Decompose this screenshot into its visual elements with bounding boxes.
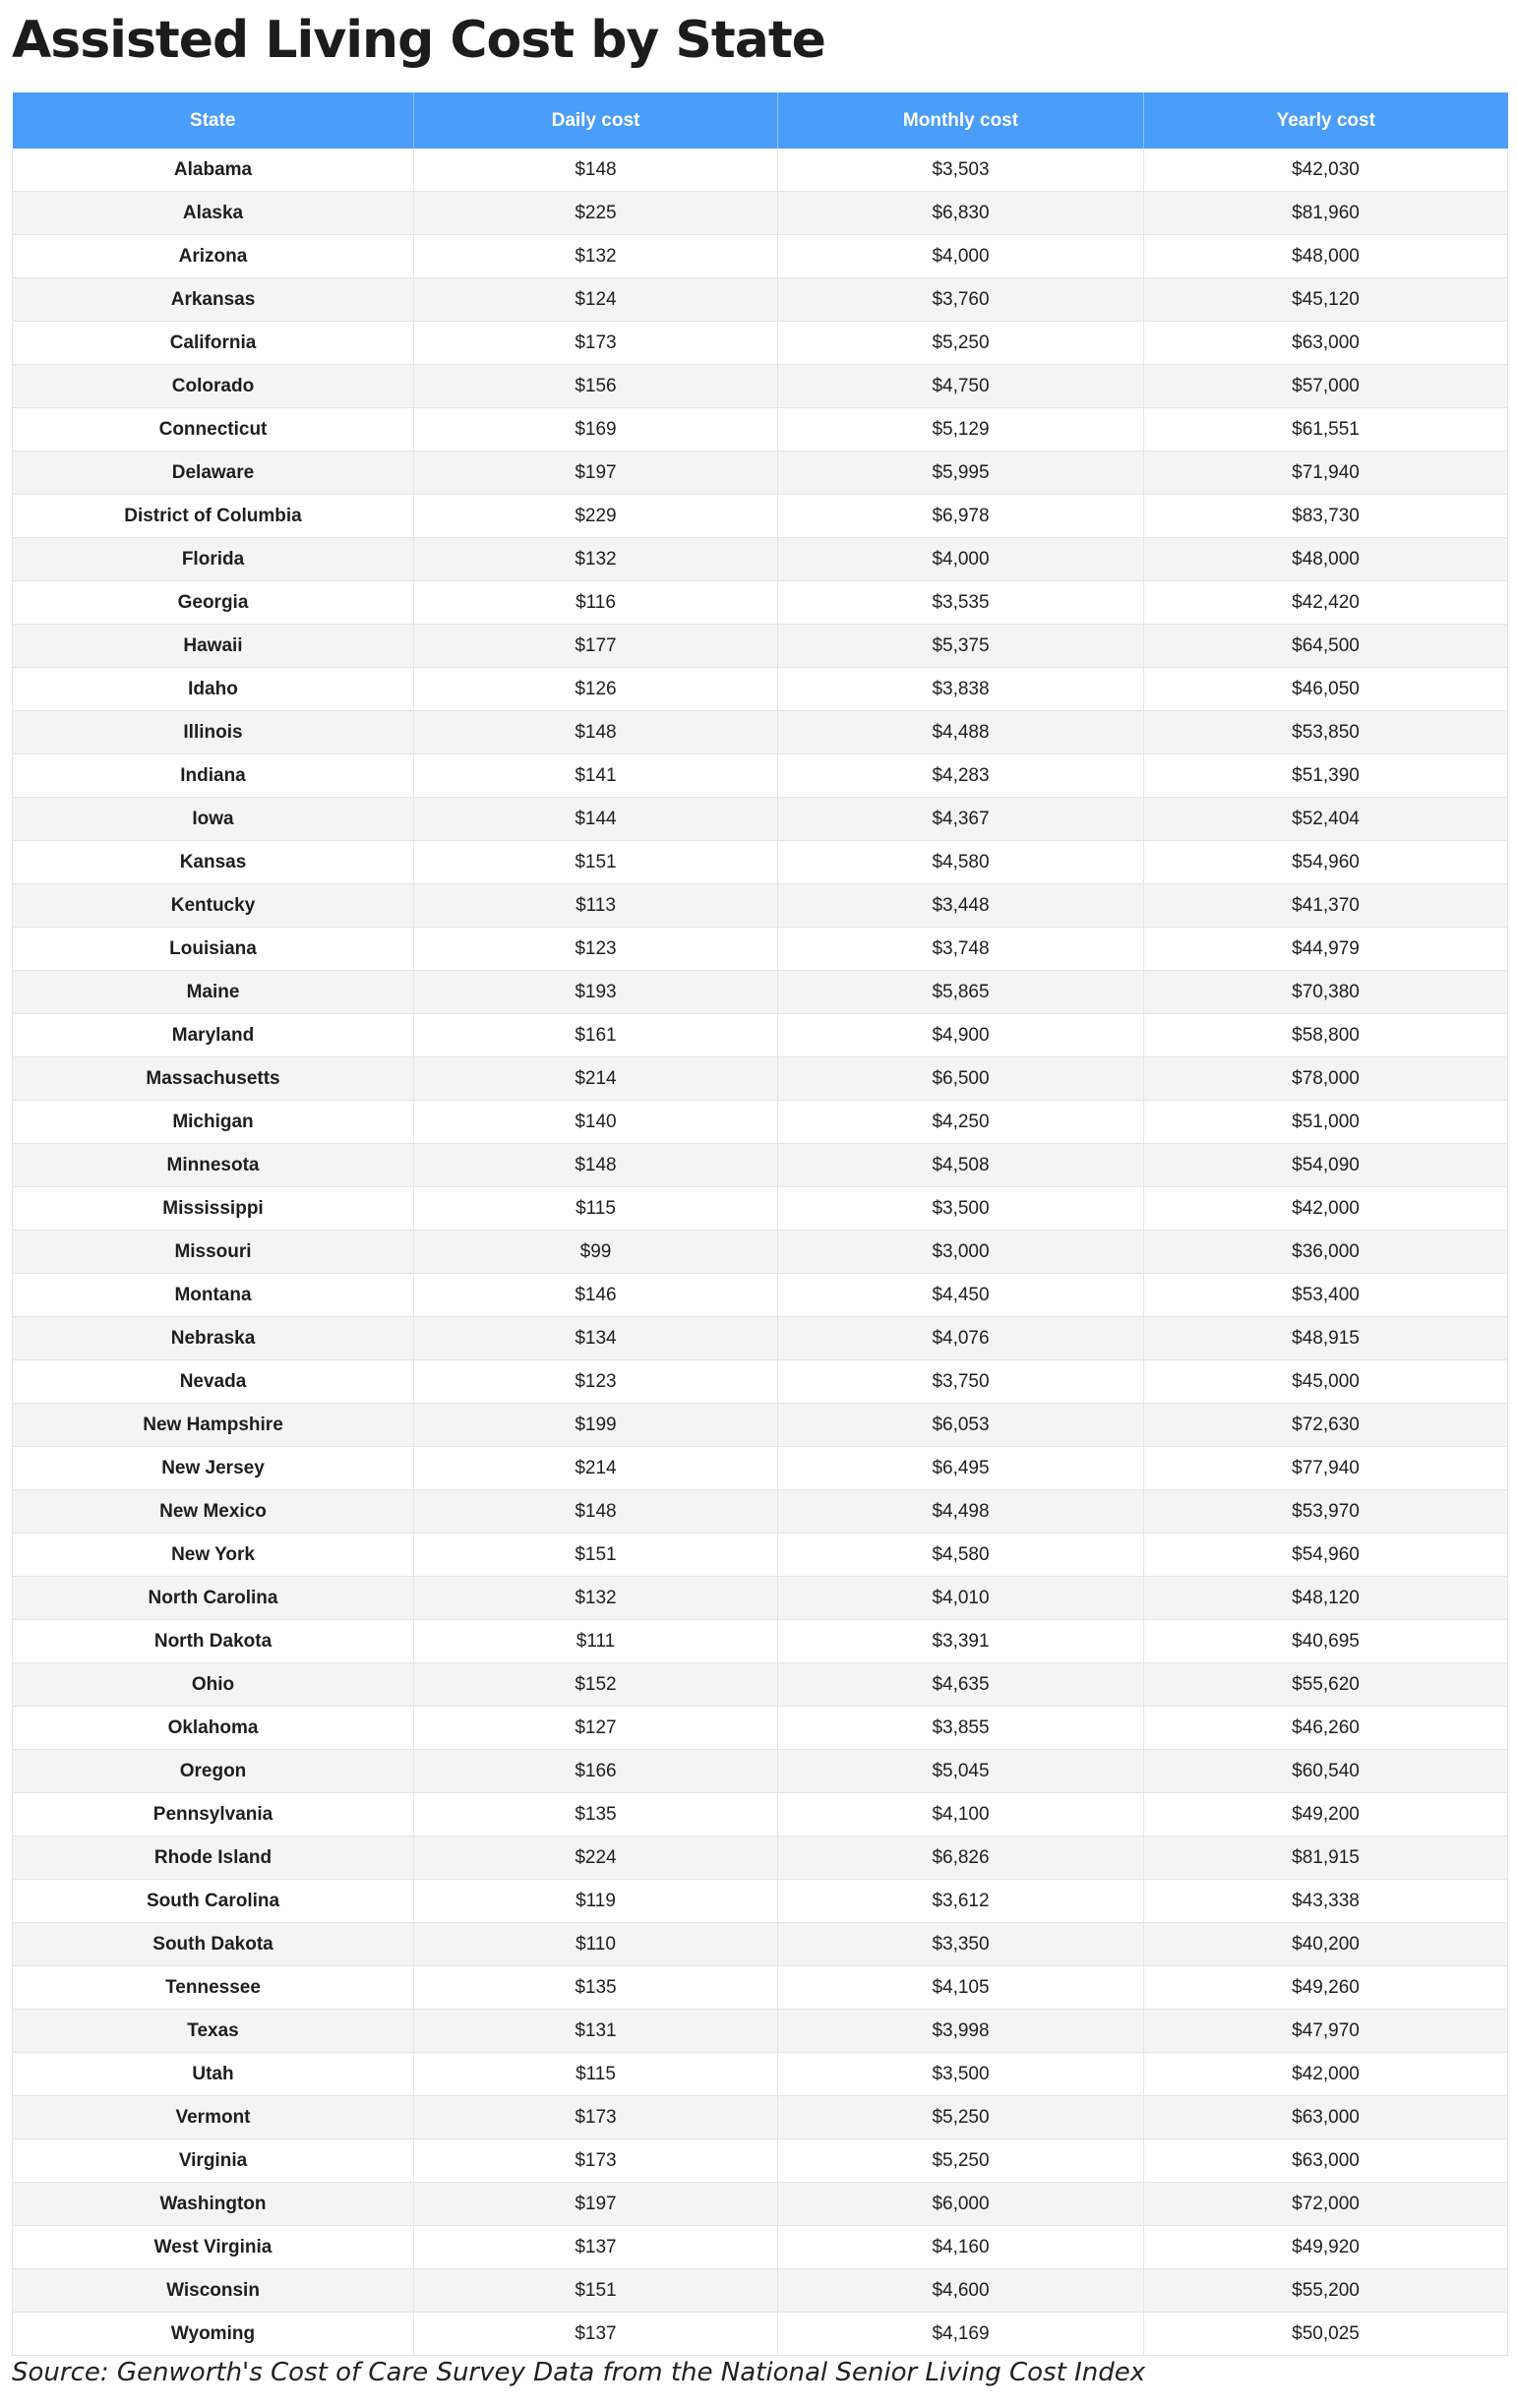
monthly-cost-cell: $6,000	[778, 2183, 1144, 2226]
cost-table-container	[12, 92, 1507, 2356]
header-row	[13, 92, 1508, 149]
table-row	[13, 971, 1508, 1014]
yearly-cost-cell: $83,730	[1144, 495, 1508, 538]
table-row	[13, 365, 1508, 408]
daily-cost-cell: $134	[414, 1317, 778, 1360]
yearly-cost-cell: $42,000	[1144, 1187, 1508, 1231]
monthly-cost-cell: $4,508	[778, 1144, 1144, 1187]
state-cell: California	[13, 322, 414, 365]
daily-cost-cell: $111	[414, 1620, 778, 1663]
daily-cost-cell: $148	[414, 1490, 778, 1534]
yearly-cost-cell: $53,970	[1144, 1490, 1508, 1534]
table-row	[13, 1014, 1508, 1057]
daily-cost-cell: $148	[414, 711, 778, 754]
daily-cost-cell: $173	[414, 322, 778, 365]
state-cell: South Carolina	[13, 1880, 414, 1923]
monthly-cost-cell: $4,750	[778, 365, 1144, 408]
yearly-cost-cell: $51,390	[1144, 754, 1508, 798]
state-cell: West Virginia	[13, 2226, 414, 2269]
daily-cost-cell: $146	[414, 1274, 778, 1317]
daily-cost-cell: $229	[414, 495, 778, 538]
table-row	[13, 884, 1508, 928]
table-row	[13, 2010, 1508, 2053]
column-header-daily-cost: Daily cost	[414, 92, 778, 149]
daily-cost-cell: $151	[414, 1534, 778, 1577]
monthly-cost-cell: $5,995	[778, 452, 1144, 495]
state-cell: Alaska	[13, 192, 414, 235]
table-row	[13, 2313, 1508, 2356]
yearly-cost-cell: $48,000	[1144, 538, 1508, 581]
daily-cost-cell: $137	[414, 2313, 778, 2356]
table-row	[13, 1880, 1508, 1923]
table-row	[13, 1750, 1508, 1793]
table-row	[13, 1317, 1508, 1360]
daily-cost-cell: $126	[414, 668, 778, 711]
state-cell: North Carolina	[13, 1577, 414, 1620]
table-row	[13, 1447, 1508, 1490]
state-cell: Arkansas	[13, 278, 414, 322]
table-row	[13, 452, 1508, 495]
monthly-cost-cell: $6,826	[778, 1836, 1144, 1880]
table-row	[13, 1490, 1508, 1534]
table-row	[13, 322, 1508, 365]
daily-cost-cell: $151	[414, 2269, 778, 2313]
table-row	[13, 841, 1508, 884]
monthly-cost-cell: $3,998	[778, 2010, 1144, 2053]
monthly-cost-cell: $4,250	[778, 1101, 1144, 1144]
state-cell: New Hampshire	[13, 1404, 414, 1447]
state-cell: Tennessee	[13, 1966, 414, 2010]
yearly-cost-cell: $58,800	[1144, 1014, 1508, 1057]
monthly-cost-cell: $5,250	[778, 2139, 1144, 2183]
yearly-cost-cell: $77,940	[1144, 1447, 1508, 1490]
table-row	[13, 1360, 1508, 1404]
table-row	[13, 1534, 1508, 1577]
monthly-cost-cell: $5,250	[778, 2096, 1144, 2139]
monthly-cost-cell: $3,612	[778, 1880, 1144, 1923]
yearly-cost-cell: $57,000	[1144, 365, 1508, 408]
daily-cost-cell: $148	[414, 149, 778, 192]
daily-cost-cell: $132	[414, 538, 778, 581]
daily-cost-cell: $141	[414, 754, 778, 798]
monthly-cost-cell: $4,000	[778, 235, 1144, 278]
monthly-cost-cell: $4,160	[778, 2226, 1144, 2269]
table-row	[13, 1144, 1508, 1187]
daily-cost-cell: $173	[414, 2096, 778, 2139]
monthly-cost-cell: $4,600	[778, 2269, 1144, 2313]
state-cell: Oklahoma	[13, 1707, 414, 1750]
yearly-cost-cell: $49,260	[1144, 1966, 1508, 2010]
table-row	[13, 2053, 1508, 2096]
state-cell: New Jersey	[13, 1447, 414, 1490]
table-row	[13, 1577, 1508, 1620]
daily-cost-cell: $193	[414, 971, 778, 1014]
daily-cost-cell: $214	[414, 1057, 778, 1101]
daily-cost-cell: $131	[414, 2010, 778, 2053]
monthly-cost-cell: $5,129	[778, 408, 1144, 452]
yearly-cost-cell: $41,370	[1144, 884, 1508, 928]
table-row	[13, 1404, 1508, 1447]
table-row	[13, 2269, 1508, 2313]
monthly-cost-cell: $4,498	[778, 1490, 1144, 1534]
state-cell: Illinois	[13, 711, 414, 754]
state-cell: Ohio	[13, 1663, 414, 1707]
table-row	[13, 1620, 1508, 1663]
monthly-cost-cell: $4,105	[778, 1966, 1144, 2010]
table-row	[13, 581, 1508, 625]
table-row	[13, 754, 1508, 798]
monthly-cost-cell: $4,367	[778, 798, 1144, 841]
table-row	[13, 798, 1508, 841]
daily-cost-cell: $132	[414, 235, 778, 278]
monthly-cost-cell: $3,503	[778, 149, 1144, 192]
daily-cost-cell: $197	[414, 2183, 778, 2226]
monthly-cost-cell: $3,391	[778, 1620, 1144, 1663]
daily-cost-cell: $224	[414, 1836, 778, 1880]
yearly-cost-cell: $63,000	[1144, 322, 1508, 365]
state-cell: Montana	[13, 1274, 414, 1317]
state-cell: Wisconsin	[13, 2269, 414, 2313]
daily-cost-cell: $177	[414, 625, 778, 668]
table-row	[13, 2139, 1508, 2183]
monthly-cost-cell: $3,500	[778, 2053, 1144, 2096]
daily-cost-cell: $135	[414, 1966, 778, 2010]
table-row	[13, 625, 1508, 668]
yearly-cost-cell: $78,000	[1144, 1057, 1508, 1101]
yearly-cost-cell: $51,000	[1144, 1101, 1508, 1144]
state-cell: Georgia	[13, 581, 414, 625]
table-row	[13, 1101, 1508, 1144]
state-cell: Colorado	[13, 365, 414, 408]
cost-table	[12, 92, 1508, 2356]
daily-cost-cell: $173	[414, 2139, 778, 2183]
yearly-cost-cell: $54,960	[1144, 841, 1508, 884]
yearly-cost-cell: $63,000	[1144, 2139, 1508, 2183]
column-header-yearly-cost: Yearly cost	[1144, 92, 1508, 149]
state-cell: Rhode Island	[13, 1836, 414, 1880]
table-row	[13, 278, 1508, 322]
table-row	[13, 538, 1508, 581]
monthly-cost-cell: $4,900	[778, 1014, 1144, 1057]
state-cell: Missouri	[13, 1231, 414, 1274]
monthly-cost-cell: $5,865	[778, 971, 1144, 1014]
monthly-cost-cell: $4,169	[778, 2313, 1144, 2356]
state-cell: Minnesota	[13, 1144, 414, 1187]
monthly-cost-cell: $6,053	[778, 1404, 1144, 1447]
daily-cost-cell: $214	[414, 1447, 778, 1490]
yearly-cost-cell: $46,050	[1144, 668, 1508, 711]
column-header-state: State	[13, 92, 414, 149]
table-row	[13, 149, 1508, 192]
state-cell: Oregon	[13, 1750, 414, 1793]
daily-cost-cell: $116	[414, 581, 778, 625]
daily-cost-cell: $132	[414, 1577, 778, 1620]
state-cell: Maine	[13, 971, 414, 1014]
yearly-cost-cell: $48,000	[1144, 235, 1508, 278]
daily-cost-cell: $197	[414, 452, 778, 495]
table-header	[13, 92, 1508, 149]
state-cell: Utah	[13, 2053, 414, 2096]
state-cell: New Mexico	[13, 1490, 414, 1534]
monthly-cost-cell: $3,838	[778, 668, 1144, 711]
yearly-cost-cell: $43,338	[1144, 1880, 1508, 1923]
table-row	[13, 495, 1508, 538]
page-title: Assisted Living Cost by State	[12, 11, 825, 70]
state-cell: District of Columbia	[13, 495, 414, 538]
yearly-cost-cell: $81,915	[1144, 1836, 1508, 1880]
state-cell: Pennsylvania	[13, 1793, 414, 1836]
monthly-cost-cell: $5,250	[778, 322, 1144, 365]
daily-cost-cell: $115	[414, 1187, 778, 1231]
daily-cost-cell: $199	[414, 1404, 778, 1447]
yearly-cost-cell: $47,970	[1144, 2010, 1508, 2053]
daily-cost-cell: $161	[414, 1014, 778, 1057]
yearly-cost-cell: $40,695	[1144, 1620, 1508, 1663]
state-cell: Texas	[13, 2010, 414, 2053]
table-row	[13, 668, 1508, 711]
monthly-cost-cell: $4,283	[778, 754, 1144, 798]
monthly-cost-cell: $4,580	[778, 1534, 1144, 1577]
monthly-cost-cell: $3,748	[778, 928, 1144, 971]
table-row	[13, 1707, 1508, 1750]
daily-cost-cell: $124	[414, 278, 778, 322]
yearly-cost-cell: $45,000	[1144, 1360, 1508, 1404]
state-cell: Nebraska	[13, 1317, 414, 1360]
daily-cost-cell: $152	[414, 1663, 778, 1707]
daily-cost-cell: $156	[414, 365, 778, 408]
monthly-cost-cell: $6,495	[778, 1447, 1144, 1490]
yearly-cost-cell: $48,915	[1144, 1317, 1508, 1360]
monthly-cost-cell: $6,830	[778, 192, 1144, 235]
monthly-cost-cell: $3,750	[778, 1360, 1144, 1404]
yearly-cost-cell: $53,850	[1144, 711, 1508, 754]
monthly-cost-cell: $4,100	[778, 1793, 1144, 1836]
yearly-cost-cell: $71,940	[1144, 452, 1508, 495]
state-cell: Washington	[13, 2183, 414, 2226]
state-cell: Maryland	[13, 1014, 414, 1057]
monthly-cost-cell: $3,448	[778, 884, 1144, 928]
yearly-cost-cell: $81,960	[1144, 192, 1508, 235]
yearly-cost-cell: $40,200	[1144, 1923, 1508, 1966]
monthly-cost-cell: $3,760	[778, 278, 1144, 322]
state-cell: Kentucky	[13, 884, 414, 928]
state-cell: New York	[13, 1534, 414, 1577]
yearly-cost-cell: $54,090	[1144, 1144, 1508, 1187]
table-row	[13, 1793, 1508, 1836]
daily-cost-cell: $123	[414, 1360, 778, 1404]
yearly-cost-cell: $49,920	[1144, 2226, 1508, 2269]
state-cell: Arizona	[13, 235, 414, 278]
monthly-cost-cell: $3,000	[778, 1231, 1144, 1274]
state-cell: Florida	[13, 538, 414, 581]
monthly-cost-cell: $6,500	[778, 1057, 1144, 1101]
monthly-cost-cell: $4,450	[778, 1274, 1144, 1317]
table-row	[13, 1923, 1508, 1966]
state-cell: Indiana	[13, 754, 414, 798]
table-row	[13, 1663, 1508, 1707]
state-cell: Virginia	[13, 2139, 414, 2183]
table-body	[13, 149, 1508, 2356]
daily-cost-cell: $110	[414, 1923, 778, 1966]
monthly-cost-cell: $5,375	[778, 625, 1144, 668]
daily-cost-cell: $166	[414, 1750, 778, 1793]
yearly-cost-cell: $54,960	[1144, 1534, 1508, 1577]
table-row	[13, 711, 1508, 754]
daily-cost-cell: $148	[414, 1144, 778, 1187]
state-cell: Connecticut	[13, 408, 414, 452]
state-cell: Vermont	[13, 2096, 414, 2139]
daily-cost-cell: $113	[414, 884, 778, 928]
monthly-cost-cell: $3,535	[778, 581, 1144, 625]
state-cell: Michigan	[13, 1101, 414, 1144]
daily-cost-cell: $99	[414, 1231, 778, 1274]
daily-cost-cell: $123	[414, 928, 778, 971]
yearly-cost-cell: $53,400	[1144, 1274, 1508, 1317]
yearly-cost-cell: $46,260	[1144, 1707, 1508, 1750]
yearly-cost-cell: $61,551	[1144, 408, 1508, 452]
monthly-cost-cell: $3,500	[778, 1187, 1144, 1231]
state-cell: Alabama	[13, 149, 414, 192]
monthly-cost-cell: $6,978	[778, 495, 1144, 538]
yearly-cost-cell: $70,380	[1144, 971, 1508, 1014]
table-row	[13, 928, 1508, 971]
monthly-cost-cell: $5,045	[778, 1750, 1144, 1793]
table-row	[13, 1966, 1508, 2010]
yearly-cost-cell: $60,540	[1144, 1750, 1508, 1793]
state-cell: Wyoming	[13, 2313, 414, 2356]
monthly-cost-cell: $4,000	[778, 538, 1144, 581]
daily-cost-cell: $144	[414, 798, 778, 841]
yearly-cost-cell: $42,420	[1144, 581, 1508, 625]
daily-cost-cell: $119	[414, 1880, 778, 1923]
state-cell: North Dakota	[13, 1620, 414, 1663]
yearly-cost-cell: $49,200	[1144, 1793, 1508, 1836]
daily-cost-cell: $127	[414, 1707, 778, 1750]
yearly-cost-cell: $64,500	[1144, 625, 1508, 668]
table-row	[13, 1836, 1508, 1880]
state-cell: Delaware	[13, 452, 414, 495]
state-cell: South Dakota	[13, 1923, 414, 1966]
monthly-cost-cell: $4,076	[778, 1317, 1144, 1360]
monthly-cost-cell: $3,855	[778, 1707, 1144, 1750]
monthly-cost-cell: $4,635	[778, 1663, 1144, 1707]
state-cell: Mississippi	[13, 1187, 414, 1231]
column-header-monthly-cost: Monthly cost	[778, 92, 1144, 149]
table-row	[13, 408, 1508, 452]
daily-cost-cell: $140	[414, 1101, 778, 1144]
daily-cost-cell: $151	[414, 841, 778, 884]
table-row	[13, 1057, 1508, 1101]
yearly-cost-cell: $55,200	[1144, 2269, 1508, 2313]
state-cell: Kansas	[13, 841, 414, 884]
table-row	[13, 2226, 1508, 2269]
state-cell: Iowa	[13, 798, 414, 841]
table-row	[13, 2096, 1508, 2139]
monthly-cost-cell: $4,010	[778, 1577, 1144, 1620]
yearly-cost-cell: $42,030	[1144, 149, 1508, 192]
yearly-cost-cell: $45,120	[1144, 278, 1508, 322]
monthly-cost-cell: $4,580	[778, 841, 1144, 884]
state-cell: Idaho	[13, 668, 414, 711]
yearly-cost-cell: $36,000	[1144, 1231, 1508, 1274]
yearly-cost-cell: $63,000	[1144, 2096, 1508, 2139]
state-cell: Hawaii	[13, 625, 414, 668]
daily-cost-cell: $115	[414, 2053, 778, 2096]
table-row	[13, 192, 1508, 235]
state-cell: Massachusetts	[13, 1057, 414, 1101]
state-cell: Louisiana	[13, 928, 414, 971]
daily-cost-cell: $135	[414, 1793, 778, 1836]
yearly-cost-cell: $50,025	[1144, 2313, 1508, 2356]
state-cell: Nevada	[13, 1360, 414, 1404]
yearly-cost-cell: $48,120	[1144, 1577, 1508, 1620]
daily-cost-cell: $225	[414, 192, 778, 235]
table-row	[13, 1274, 1508, 1317]
source-note: Source: Genworth's Cost of Care Survey Data from the National Senior Living Cost Index	[12, 2358, 1146, 2387]
daily-cost-cell: $137	[414, 2226, 778, 2269]
yearly-cost-cell: $72,000	[1144, 2183, 1508, 2226]
yearly-cost-cell: $72,630	[1144, 1404, 1508, 1447]
daily-cost-cell: $169	[414, 408, 778, 452]
yearly-cost-cell: $55,620	[1144, 1663, 1508, 1707]
yearly-cost-cell: $44,979	[1144, 928, 1508, 971]
table-row	[13, 1187, 1508, 1231]
table-row	[13, 2183, 1508, 2226]
monthly-cost-cell: $4,488	[778, 711, 1144, 754]
yearly-cost-cell: $52,404	[1144, 798, 1508, 841]
table-row	[13, 235, 1508, 278]
table-row	[13, 1231, 1508, 1274]
yearly-cost-cell: $42,000	[1144, 2053, 1508, 2096]
monthly-cost-cell: $3,350	[778, 1923, 1144, 1966]
